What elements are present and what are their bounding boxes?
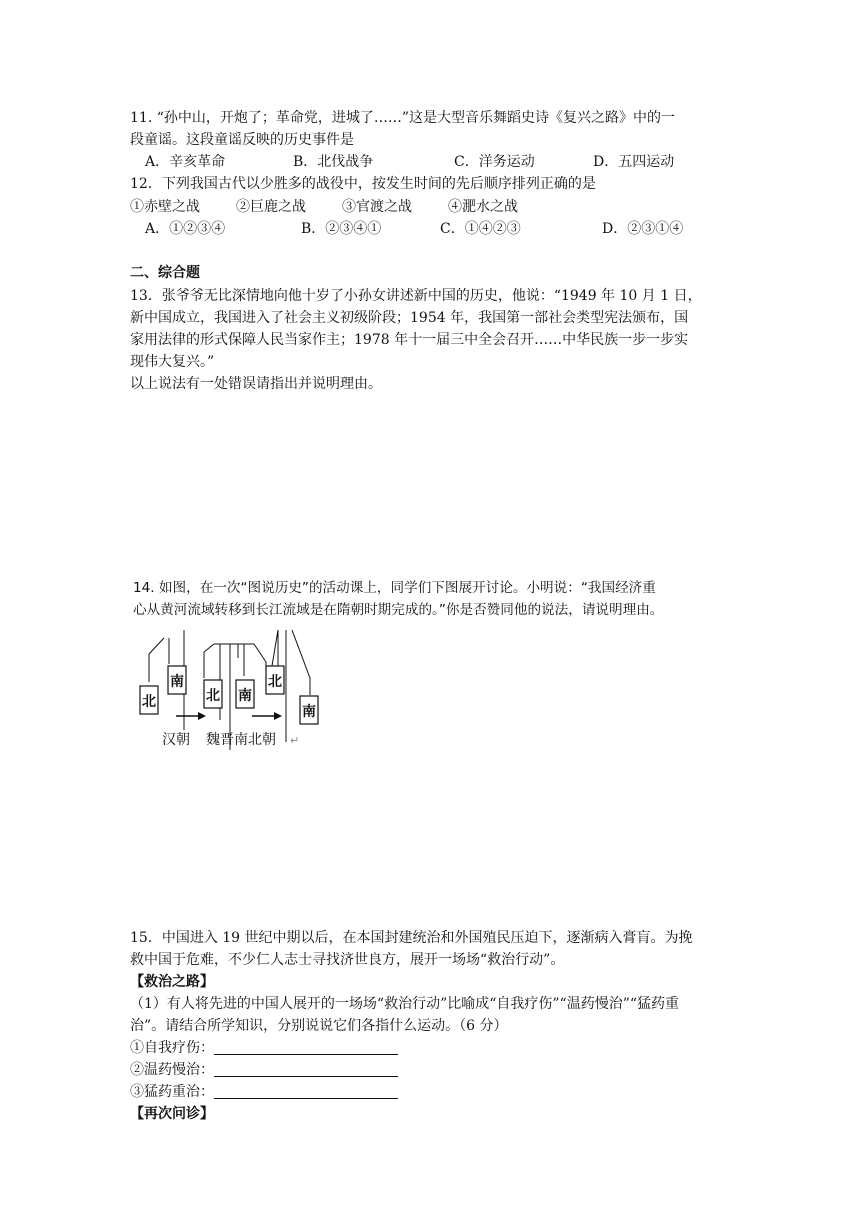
q11-line1: 11. “孙中山，开炮了；革命党，进城了……”这是大型音乐舞蹈史诗《复兴之路》中的一 [130, 110, 676, 126]
q15-heading-1: 【救治之路】 [130, 974, 214, 990]
q13-line1: 13．张爷爷无比深情地向他十岁了小孙女讲述新中国的历史，他说：“1949 年 10 月 1 日， [130, 288, 702, 304]
q15-line2: 救中国于危难，不少仁人志士寻找济世良方，展开一场场“救治行动”。 [130, 952, 565, 968]
q12-option-b: B．②③④① [301, 221, 382, 237]
box-south-1: 南 [170, 674, 184, 690]
q14-line2: 心从黄河流域转移到长江流域是在隋朝时期完成的。”你是否赞同他的说法，请说明理由。 [133, 602, 664, 618]
box-south-3: 南 [302, 704, 316, 720]
q13-line4: 现伟大复兴。” [130, 354, 215, 370]
q12-line1: 12．下列我国古代以少胜多的战役中，按发生时间的先后顺序排列正确的是 [130, 176, 596, 192]
answer-blank-1[interactable] [214, 1040, 398, 1055]
q13-line2: 新中国成立，我国进入了社会主义初级阶段；1954 年，我国第一部社会类型宪法颁布，国 [130, 310, 689, 326]
q15-blank-row-3 [130, 1082, 398, 1102]
q12-item-2: ②巨鹿之战 [236, 199, 306, 215]
q15-blank-label-3: ③猛药重治： [130, 1084, 214, 1100]
q15-blank-label-2: ②温药慢治： [130, 1062, 214, 1078]
box-north-1: 北 [142, 694, 156, 710]
q15-line4: 治”。请结合所学知识，分别说说它们各指什么运动。（6 分） [130, 1018, 508, 1034]
q12-item-1: ①赤壁之战 [130, 199, 200, 215]
q15-blank-label-1: ①自我疗伤： [130, 1040, 214, 1056]
box-north-2: 北 [206, 688, 220, 704]
economic-center-diagram [120, 600, 560, 760]
label-han-dynasty: 汉朝 [162, 732, 190, 748]
q15-heading-2: 【再次问诊】 [130, 1106, 214, 1122]
q15-blank-row-2 [130, 1060, 398, 1080]
box-north-3: 北 [268, 674, 282, 690]
answer-blank-3[interactable] [214, 1084, 398, 1099]
q11-option-a: A．辛亥革命 [145, 154, 226, 170]
q12-item-4: ④淝水之战 [448, 199, 518, 215]
q11-line2: 段童谣。这段童谣反映的历史事件是 [130, 132, 354, 148]
q12-item-3: ③官渡之战 [342, 199, 412, 215]
q13-line3: 家用法律的形式保障人民当家作主；1978 年十一届三中全会召开……中华民族一步一步实 [130, 332, 689, 348]
section-title: 二、综合题 [130, 265, 200, 281]
q13-line5: 以上说法有一处错误请指出并说明理由。 [130, 376, 382, 392]
answer-blank-2[interactable] [214, 1062, 398, 1077]
q12-option-a: A．①②③④ [145, 221, 226, 237]
q11-option-b: B．北伐战争 [293, 154, 374, 170]
q14-line1: 14. 如图，在一次“图说历史”的活动课上，同学们下图展开讨论。小明说：“我国经济重 [133, 580, 656, 596]
paragraph-mark: ↵ [290, 734, 300, 747]
q15-blank-row-1 [130, 1038, 398, 1058]
q11-option-d: D．五四运动 [593, 154, 675, 170]
q11-option-c: C．洋务运动 [454, 154, 535, 170]
box-south-2: 南 [238, 688, 252, 704]
q12-option-d: D．②③①④ [602, 221, 684, 237]
label-wei-jin-period: 魏晋南北朝 [206, 732, 276, 748]
q15-line3: （1）有人将先进的中国人展开的一场场“救治行动”比喻成“自我疗伤”“温药慢治”“猛药重 [130, 996, 680, 1012]
q12-option-c: C．①④②③ [440, 221, 521, 237]
q15-line1: 15．中国进入 19 世纪中期以后，在本国封建统治和外国殖民压迫下，逐渐病入膏肓。为挽 [130, 930, 693, 946]
